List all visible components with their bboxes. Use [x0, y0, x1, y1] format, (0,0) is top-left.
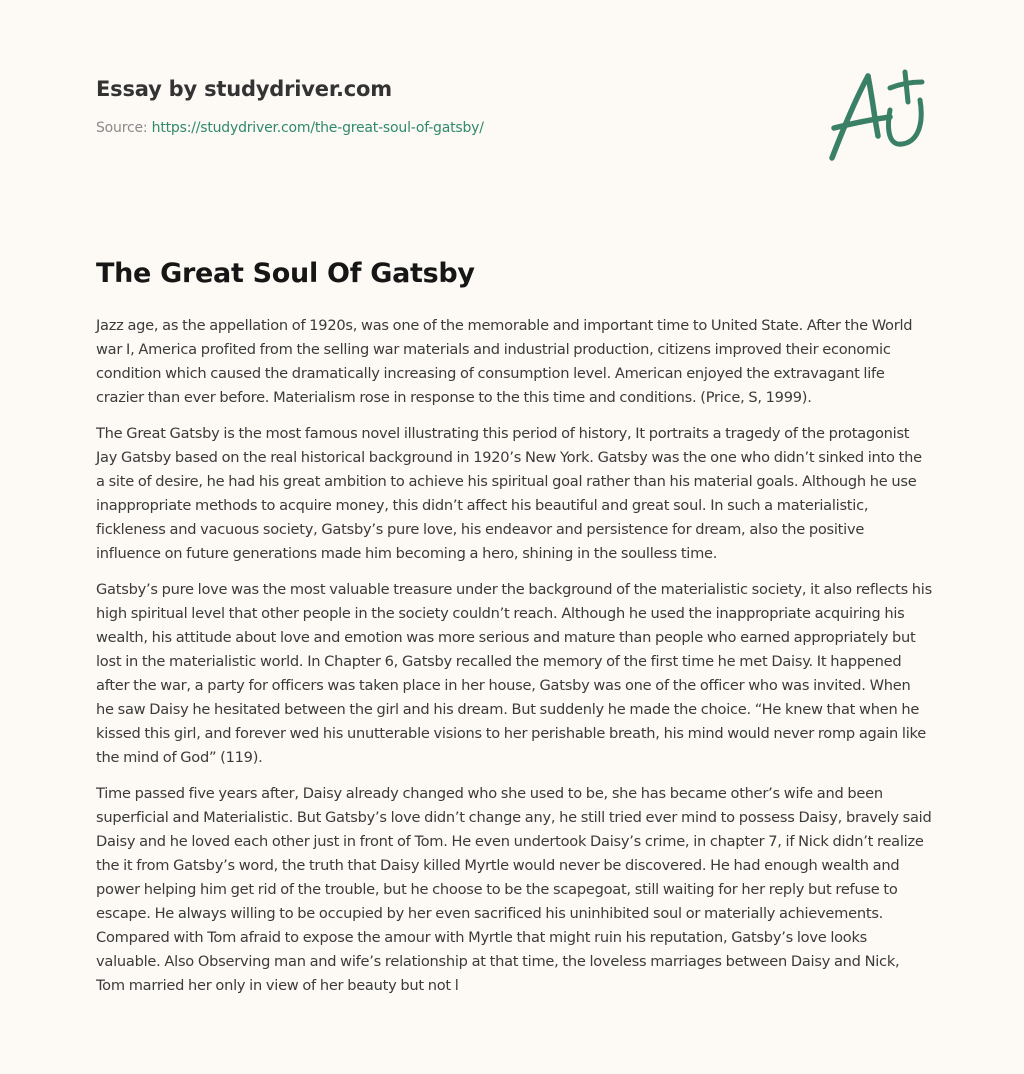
source-line — [96, 118, 796, 138]
essay-paragraph: Gatsby’s pure love was the most valuable treasure under the background of the materialistic society, it also reflects his high spiritual level that other people in the society couldn’t reach. Although he used the inappropriate acquiring his wealth, his attitude about love and emotion was more serious and mature than people who earned appropriately but lost in the materialistic world. In Chapter 6, Gatsby recalled the memory of the first time he met Daisy. It happened after the war, a party for officers was taken place in her house, Gatsby was one of the officer who was invited. When he saw Daisy he hesitated between the girl and his dream. But suddenly he made the choice. “He knew that when he kissed this girl, and forever wed his unutterable visions to her perishable breath, his mind would never romp again like the mind of God” (119). — [96, 581, 932, 766]
brand-title: Essay by studydriver.com — [96, 77, 392, 101]
essay-body — [96, 314, 932, 1010]
essay-paragraph: The Great Gatsby is the most famous novel illustrating this period of history, It portraits a tragedy of the protagonist Jay Gatsby based on the real historical background in 1920’s New York. Gatsby was the one who didn’t sinked into the a site of desire, he had his great ambition to achieve his spiritual goal rather than his material goals. Although he use inappropriate methods to acquire money, this didn’t affect his beautiful and great soul. In such a materialistic, fickleness and vacuous society, Gatsby’s pure love, his endeavor and persistence for dream, also the positive influence on future generations made him becoming a hero, shining in the soulless time. — [96, 425, 922, 562]
essay-title: The Great Soul Of Gatsby — [96, 258, 475, 289]
a-plus-grade-icon — [820, 62, 930, 172]
essay-header — [96, 72, 796, 138]
essay-paragraph: Jazz age, as the appellation of 1920s, was one of the memorable and important time to United State. After the World war I, America profited from the selling war materials and industrial production, citizens improved their economic condition which caused the dramatically increasing of consumption level. American enjoyed the extravagant life crazier than ever before. Materialism rose in response to the this time and conditions. (Price, S, 1999). — [96, 317, 913, 406]
essay-paragraph: Time passed five years after, Daisy already changed who she used to be, she has became other’s wife and been superficial and Materialistic. But Gatsby’s love didn’t change any, he still tried ever mind to possess Daisy, bravely said Daisy and he loved each other just in front of Tom. He even undertook Daisy’s crime, in chapter 7, if Nick didn’t realize the it from Gatsby’s word, the truth that Daisy killed Myrtle would never be discovered. He had enough wealth and power helping him get rid of the trouble, but he choose to be the scapegoat, still waiting for her reply but refuse to escape. He always willing to be occupied by her even sacrificed his uninhibited soul or materially achievements. Compared with Tom afraid to expose the amour with Myrtle that might ruin his reputation, Gatsby’s love looks valuable. Also Observing man and wife’s relationship at that time, the loveless marriages between Daisy and Nick, Tom married her only in view of her beauty but not l — [96, 785, 932, 994]
source-link[interactable]: https://studydriver.com/the-great-soul-of-gatsby/ — [151, 120, 484, 136]
source-label: Source: — [96, 120, 152, 136]
